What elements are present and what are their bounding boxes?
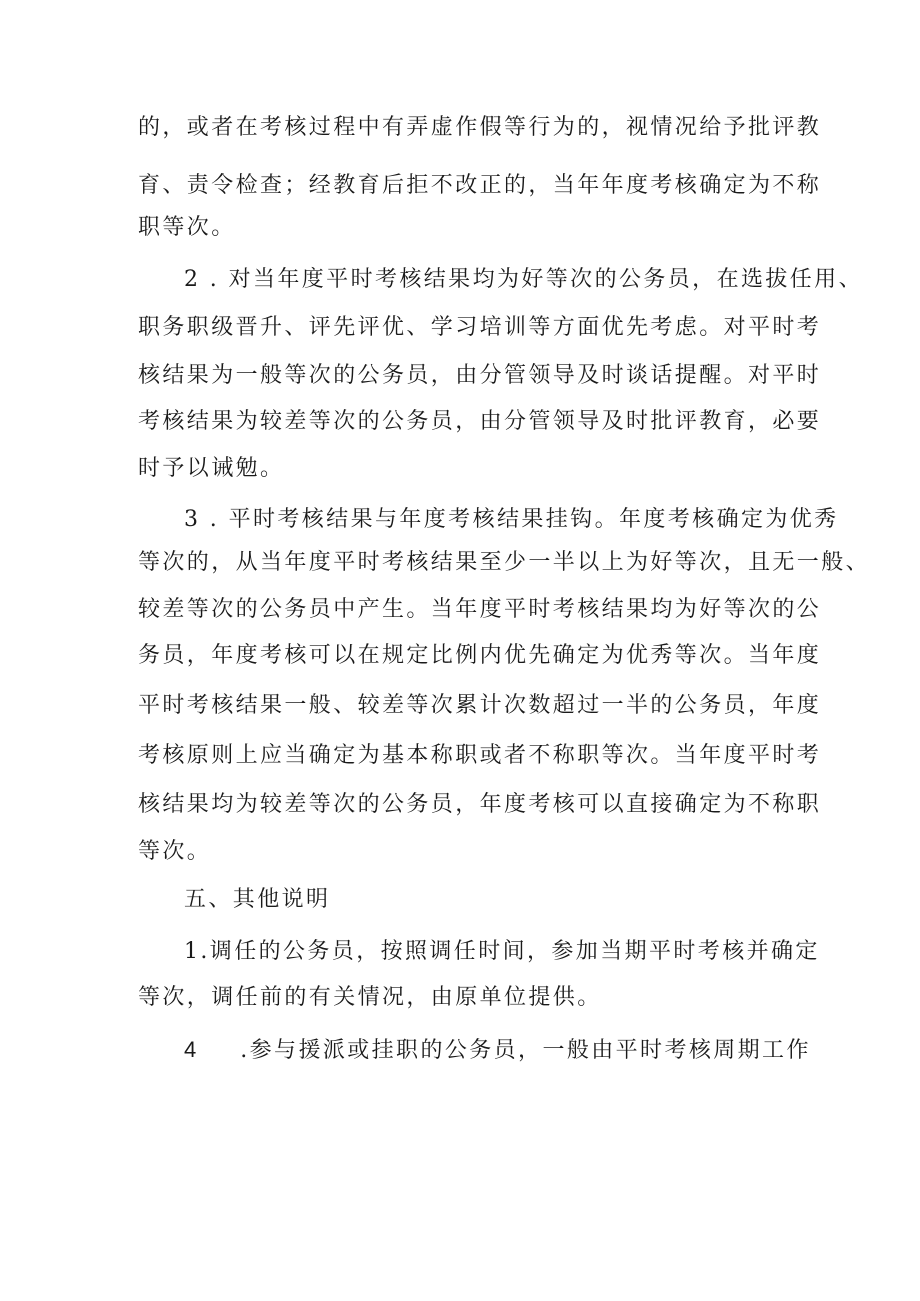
paragraph-4-line	[184, 1035, 811, 1066]
section-heading: 五、其他说明	[184, 887, 331, 912]
body-line: 职务职级晋升、评先评优、学习培训等方面优先考虑。对平时考	[138, 315, 822, 340]
body-line: 等次。	[138, 839, 212, 864]
item-number: 4	[184, 1037, 197, 1062]
body-line: 时予以诫勉。	[138, 456, 285, 481]
body-line: 平时考核结果一般、较差等次累计次数超过一半的公务员，年度	[138, 693, 822, 718]
body-line: 核结果均为较差等次的公务员，年度考核可以直接确定为不称职	[138, 792, 822, 817]
paragraph-item-1-line: 1.调任的公务员，按照调任时间，参加当期平时考核并确定	[184, 939, 820, 964]
body-line: 考核原则上应当确定为基本称职或者不称职等次。当年度平时考	[138, 743, 822, 768]
paragraph-3-line: 3 . 平时考核结果与年度考核结果挂钩。年度考核确定为优秀	[184, 507, 839, 532]
paragraph-2-line: 2 . 对当年度平时考核结果均为好等次的公务员，在选拔任用、	[184, 267, 863, 292]
body-line: 考核结果为较差等次的公务员，由分管领导及时批评教育，必要	[138, 409, 822, 434]
body-line: 等次的，从当年度平时考核结果至少一半以上为好等次，且无一般、	[138, 550, 871, 575]
body-line: 核结果为一般等次的公务员，由分管领导及时谈话提醒。对平时	[138, 363, 822, 388]
body-line: 等次，调任前的有关情况，由原单位提供。	[138, 985, 602, 1010]
body-line: 较差等次的公务员中产生。当年度平时考核结果均为好等次的公	[138, 597, 822, 622]
body-line: 的，或者在考核过程中有弄虚作假等行为的，视情况给予批评教	[138, 115, 822, 140]
body-line: 职等次。	[138, 215, 236, 240]
body-line: 务员，年度考核可以在规定比例内优先确定为优秀等次。当年度	[138, 643, 822, 668]
item-text: .参与援派或挂职的公务员，一般由平时考核周期工作	[240, 1038, 811, 1063]
body-line: 育、责令检查；经教育后拒不改正的，当年年度考核确定为不称	[138, 173, 822, 198]
